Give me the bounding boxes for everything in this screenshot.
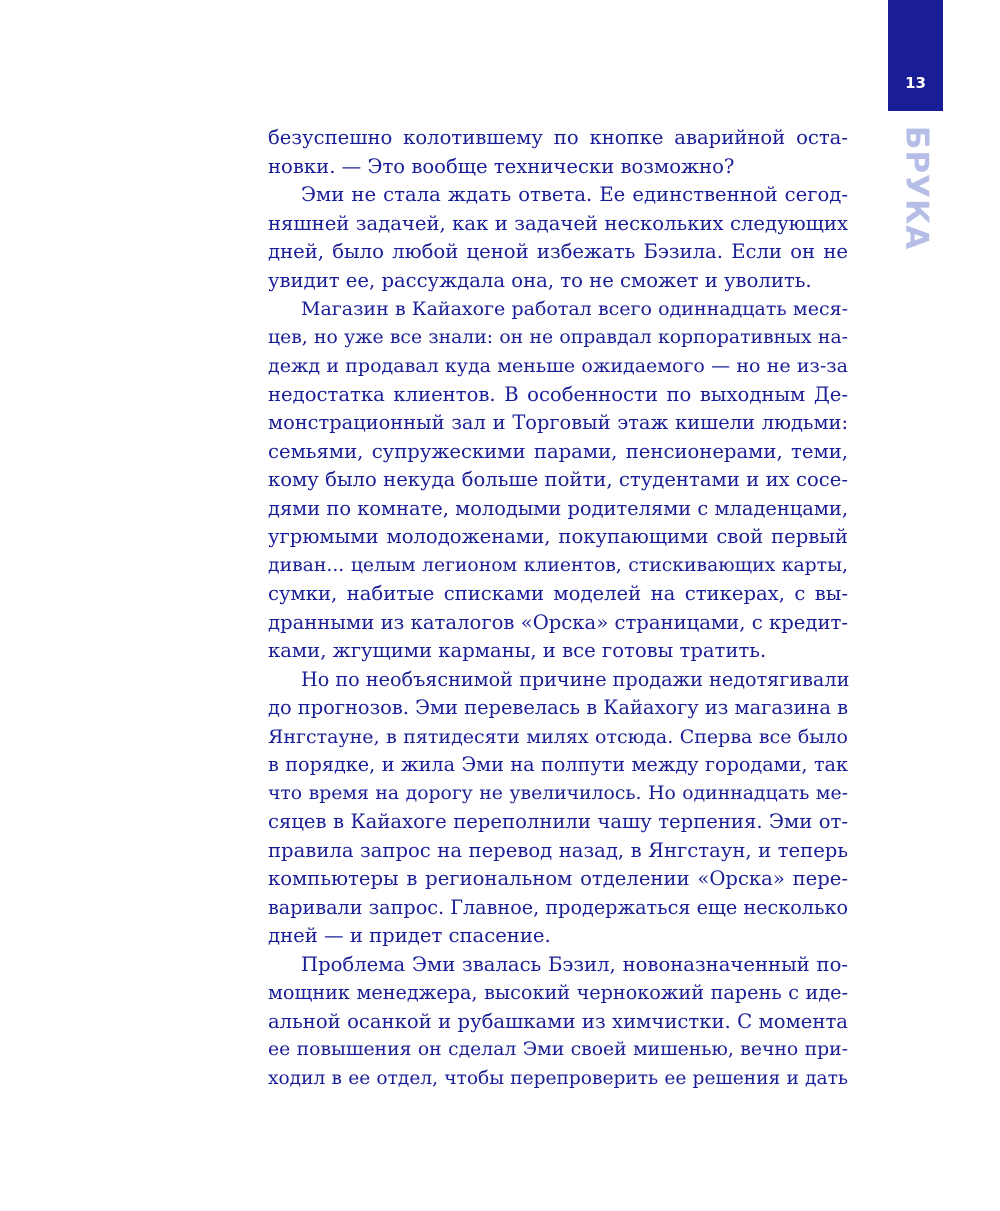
text-line: альной осанкой и рубашками из химчистки. С момента — [268, 1009, 848, 1033]
text-line: мощник менеджера, высокий чернокожий парень с иде- — [268, 981, 848, 1004]
page-number: 13 — [905, 74, 926, 92]
paragraph — [268, 951, 848, 1094]
text-line: что время на дорогу не увеличилось. Но одиннадцать ме- — [268, 782, 848, 804]
text-line: ками, жгущими карманы, и все готовы тратить. — [268, 639, 767, 662]
text-line: ходил в ее отдел, чтобы перепроверить ее решения и дать — [268, 1067, 848, 1089]
text-line: Эми не стала ждать ответа. Ее единственной сегод- — [301, 183, 848, 206]
text-line: компьютеры в региональном отделении «Орска» пере- — [268, 867, 848, 890]
text-line: кому было некуда больше пойти, студентами и их сосе- — [268, 468, 848, 491]
text-line: дранными из каталогов «Орска» страницами, с кредит- — [268, 610, 848, 634]
text-line: диван... целым легионом клиентов, стискивающих карты, — [268, 554, 848, 576]
running-head — [897, 125, 935, 251]
running-head-title: БРУКА — [898, 125, 934, 251]
text-line: Янгстауне, в пятидесяти милях отсюда. Сперва все было — [268, 725, 848, 748]
text-line: няшней задачей, как и задачей нескольких следующих — [268, 211, 848, 235]
text-line: сяцев в Кайахоге переполнили чашу терпения. Эми от- — [268, 810, 848, 833]
text-line: до прогнозов. Эми перевелась в Кайахогу из магазина в — [268, 696, 848, 719]
text-line: в порядке, и жила Эми на полпути между городами, так — [268, 753, 848, 776]
text-line: дней, было любой ценой избежать Бэзила. Если он не — [268, 240, 848, 263]
text-line: Проблема Эми звалась Бэзил, новоназначенный по- — [301, 952, 848, 976]
text-line: варивали запрос. Главное, продержаться еще несколько — [268, 895, 848, 919]
paragraph — [268, 181, 848, 295]
text-line: новки. — Это вообще технически возможно? — [268, 154, 735, 178]
text-line: семьями, супружескими парами, пенсионерами, теми, — [268, 439, 848, 463]
text-line: дями по комнате, молодыми родителями с младенцами, — [268, 496, 848, 520]
text-line: сумки, набитые списками моделей на стикерах, с вы- — [268, 582, 848, 605]
paragraph — [268, 124, 848, 181]
paragraph — [268, 666, 848, 951]
text-line: Магазин в Кайахоге работал всего одиннадцать меся- — [301, 298, 848, 320]
text-line: увидит ее, рассуждала она, то не сможет и уволить. — [268, 268, 812, 292]
text-line: монстрационный зал и Торговый этаж кишели людьми: — [268, 411, 848, 434]
text-line: недостатка клиентов. В особенности по выходным Де- — [268, 382, 848, 406]
text-line: Но по необъяснимой причине продажи недотягивали — [301, 667, 850, 691]
page-number-tab — [888, 0, 943, 111]
text-line: правила запрос на перевод назад, в Янгстаун, и теперь — [268, 838, 848, 862]
text-line: дней — и придет спасение. — [268, 924, 551, 947]
text-line: безуспешно колотившему по кнопке аварийной оста- — [268, 126, 848, 149]
text-line: угрюмыми молодоженами, покупающими свой первый — [268, 525, 848, 548]
text-line: дежд и продавал куда меньше ожидаемого — но не из-за — [268, 355, 848, 377]
paragraph — [268, 295, 848, 666]
text-line: цев, но уже все знали: он не оправдал корпоративных на- — [268, 326, 848, 348]
body-text — [268, 124, 848, 1093]
text-line: ее повышения он сделал Эми своей мишенью, вечно при- — [268, 1039, 848, 1060]
